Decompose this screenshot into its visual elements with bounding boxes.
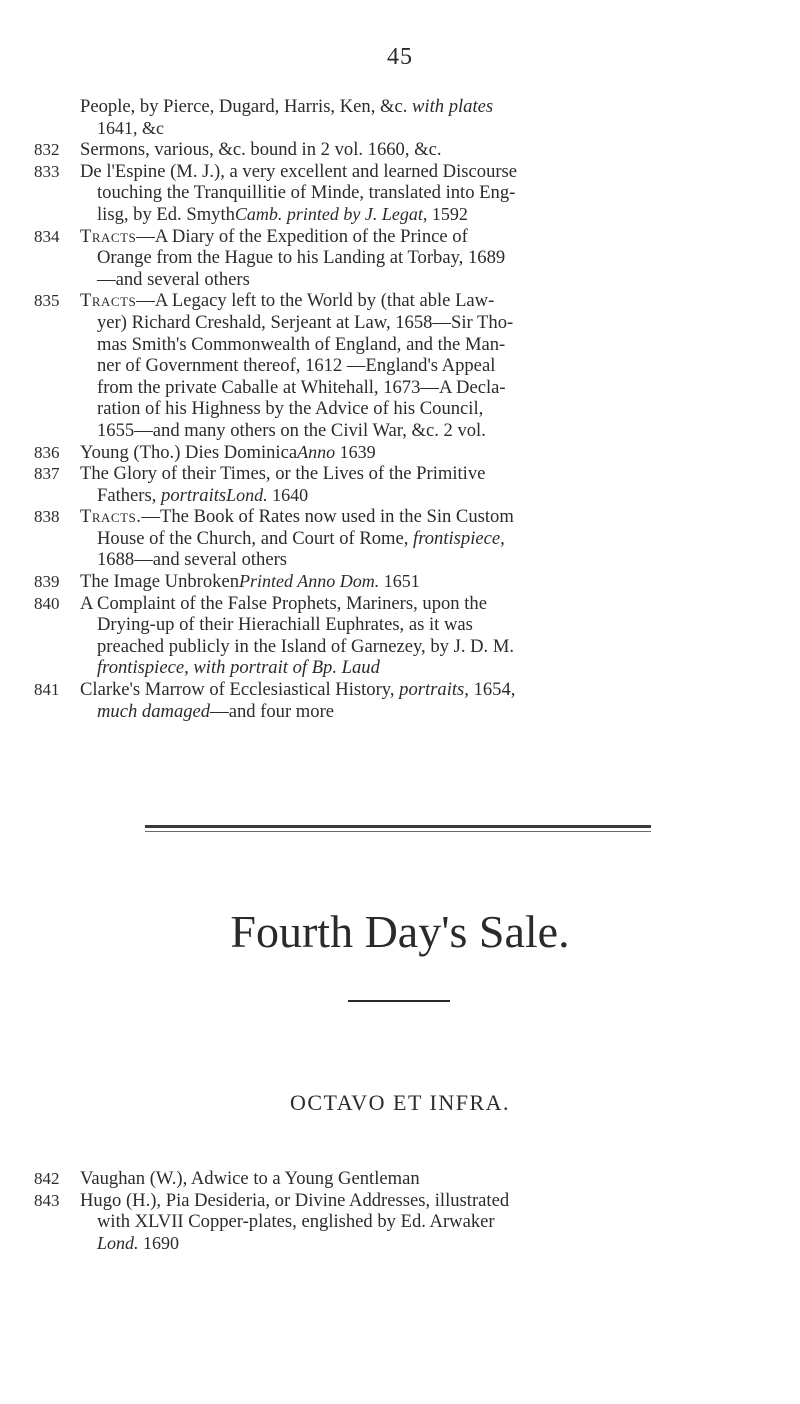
entry-text [80,161,517,182]
catalogue-entry [34,1168,757,1190]
text-segment: with XLVII Copper-plates, englished by Ed. Arwaker [97,1211,495,1233]
text-segment: ration of his Highness by the Advice of his Council, [97,398,484,420]
entry-text [97,701,334,722]
italic-text: much damaged [97,700,211,722]
entry-text [80,1168,420,1189]
catalogue-entry [34,679,757,722]
text-segment: Hugo (H.), Pia Desideria, or Divine Addresses, illustrated [80,1189,510,1211]
imprint-place: Anno [297,441,336,462]
italic-text: with plates [412,96,494,117]
lot-number: 840 [34,593,60,613]
imprint-year: 1651 [379,571,420,592]
entry-text [97,204,235,225]
entry-text [97,398,483,419]
text-segment: Tracts [80,290,137,312]
entry-text [97,636,514,657]
entry-text [97,269,250,290]
lot-number: 836 [34,442,60,462]
entry-line [80,161,757,183]
catalogue-entries-continued [34,1168,757,1254]
title-underline [348,1000,450,1002]
text-segment: 1688—and several others [97,549,288,571]
text-segment: —and several others [97,268,250,290]
catalogue-entry [34,160,757,226]
entry-text [97,420,486,441]
lot-number: 835 [34,291,60,311]
entry-line [80,247,757,269]
entry-text [80,463,485,484]
catalogue-entry [34,592,757,679]
entry-line [80,657,757,679]
page-number: 45 [387,44,413,70]
entry-text [97,334,505,355]
lot-number: 839 [34,572,60,592]
text-segment: ner of Government thereof, 1612 —England's Appeal [97,355,496,377]
entry-line [80,312,757,334]
text-segment: The Glory of their Times, or the Lives of the Primitive [80,463,486,485]
catalogue-entry [34,225,757,291]
imprint-year: 1592 [427,203,468,224]
entry-line [80,549,757,571]
lot-number: 834 [34,226,60,246]
entry-line [80,1211,757,1233]
imprint-year: 1640 [267,484,309,505]
lot-number: 843 [34,1190,60,1210]
entry-line [80,571,757,593]
entry-text [80,96,493,117]
italic-text: frontispiece, [413,527,505,549]
section-divider-thin [145,831,651,832]
text-segment: mas Smith's Commonwealth of England, and the Man- [97,333,506,355]
imprint-place: Printed Anno Dom. [239,571,380,592]
text-segment: 1654, [468,679,516,701]
entry-line [80,182,757,204]
entry-line [80,442,757,464]
entry-text [97,247,505,268]
entry-line [80,1168,757,1190]
entry-text [80,1190,509,1211]
text-segment: —A Diary of the Expedition of the Prince of [136,225,468,247]
text-segment: —A Legacy left to the World by (that able Law- [136,290,495,312]
text-segment: De l'Espine (M. J.), a very excellent and learned Discourse [80,160,518,182]
entry-line [80,528,757,550]
text-segment: The Image Unbroken [80,571,240,593]
text-segment: Sermons, various, &c. bound in 2 vol. 1660, &c. [80,139,442,161]
entry-text [97,377,506,398]
entry-text [80,226,468,247]
entry-text [97,528,505,549]
entry-text [97,549,287,570]
entry-text [80,442,297,463]
entry-text [97,182,515,203]
italic-text: portraits, [399,679,469,701]
entry-text [80,679,515,700]
entry-line [80,139,757,161]
entry-line [80,463,757,485]
text-segment: touching the Tranquillitie of Minde, translated into Eng- [97,182,516,204]
entry-line [80,485,757,507]
imprint [239,571,420,591]
entry-text [80,139,442,160]
entry-line [80,593,757,615]
text-segment: Young (Tho.) Dies Dominica [80,441,298,463]
lot-number: 838 [34,507,60,527]
italic-text: portraits [161,484,227,506]
text-segment: Fathers, [97,484,162,506]
catalogue-entry [34,139,757,161]
entry-line [80,334,757,356]
text-segment: People, by Pierce, Dugard, Harris, Ken, &c. [80,96,413,117]
text-segment: Orange from the Hague to his Landing at Torbay, 1689 [97,247,506,269]
text-segment: Vaughan (W.), Adwice to a Young Gentleman [80,1168,420,1189]
italic-text: frontispiece, with portrait of Bp. Laud [97,657,380,679]
entry-line [80,636,757,658]
entry-line [80,1190,757,1212]
entry-line [80,398,757,420]
text-segment: 1655—and many others on the Civil War, &c. 2 vol. [97,419,486,441]
section-subtitle: OCTAVO ET INFRA. [289,1090,511,1115]
imprint-place: Lond. [226,484,268,505]
entry-line [80,679,757,701]
section-title: Fourth Day's Sale. [230,906,570,957]
text-segment: Tracts [80,225,137,247]
section-divider [145,825,651,828]
imprint [235,204,468,224]
catalogue-entries [34,96,757,722]
imprint-place: Camb. printed by J. Legat, [234,203,428,224]
entry-line [80,290,757,312]
entry-text [97,355,495,376]
text-segment: lisg, by Ed. Smyth [97,203,235,225]
text-segment: House of the Church, and Court of Rome, [97,527,414,549]
lot-number: 837 [34,464,60,484]
entry-text [80,506,514,527]
catalogue-entry [34,506,757,571]
entry-line [80,506,757,528]
catalogue-entry [34,571,757,593]
lot-number: 842 [34,1169,60,1188]
lot-number: 833 [34,161,60,181]
lot-number: 832 [34,140,60,160]
text-segment: A Complaint of the False Prophets, Mariners, upon the [80,592,487,614]
entry-text [97,485,226,506]
catalogue-entry [52,96,757,139]
text-segment: preached publicly in the Island of Garnezey, by J. D. M. [97,635,515,657]
entry-text [80,593,487,614]
entry-line [80,355,757,377]
entry-text [97,312,513,333]
entry-line [80,701,757,723]
imprint-place: Lond. [97,1232,139,1253]
text-segment: Tracts. [80,506,142,528]
imprint-year: 1639 [335,441,376,462]
lot-number: 841 [34,680,60,700]
imprint [297,442,376,462]
entry-text [97,1211,495,1232]
entry-text [80,571,239,592]
text-segment: Drying-up of their Hierachiall Euphrates, as it was [97,614,473,636]
entry-text [97,657,380,678]
entry-line [80,614,757,636]
entry-text [97,614,473,635]
text-segment: Clarke's Marrow of Ecclesiastical History, [80,679,400,701]
text-segment: yer) Richard Creshald, Serjeant at Law, 1658—Sir Tho- [97,311,514,333]
entry-line [80,204,757,226]
imprint-year: 1690 [138,1232,180,1253]
entry-text [80,290,494,311]
catalogue-entry [34,441,757,464]
entry-line [80,377,757,399]
imprint [97,1233,179,1253]
entry-line [80,420,757,442]
entry-line [80,269,757,291]
catalogue-entry [34,290,757,441]
text-segment: from the private Caballe at Whitehall, 1673—A Decla- [97,376,506,398]
catalogue-entry [34,463,757,506]
text-segment: —and four more [210,700,335,722]
entry-line [80,96,757,118]
imprint [226,485,308,505]
imprint: 1641, &c [97,117,164,138]
text-segment: —The Book of Rates now used in the Sin Custom [141,506,514,528]
catalogue-entry [34,1189,757,1255]
entry-line [80,226,757,248]
entry-line [80,1233,757,1255]
entry-line [80,118,757,140]
